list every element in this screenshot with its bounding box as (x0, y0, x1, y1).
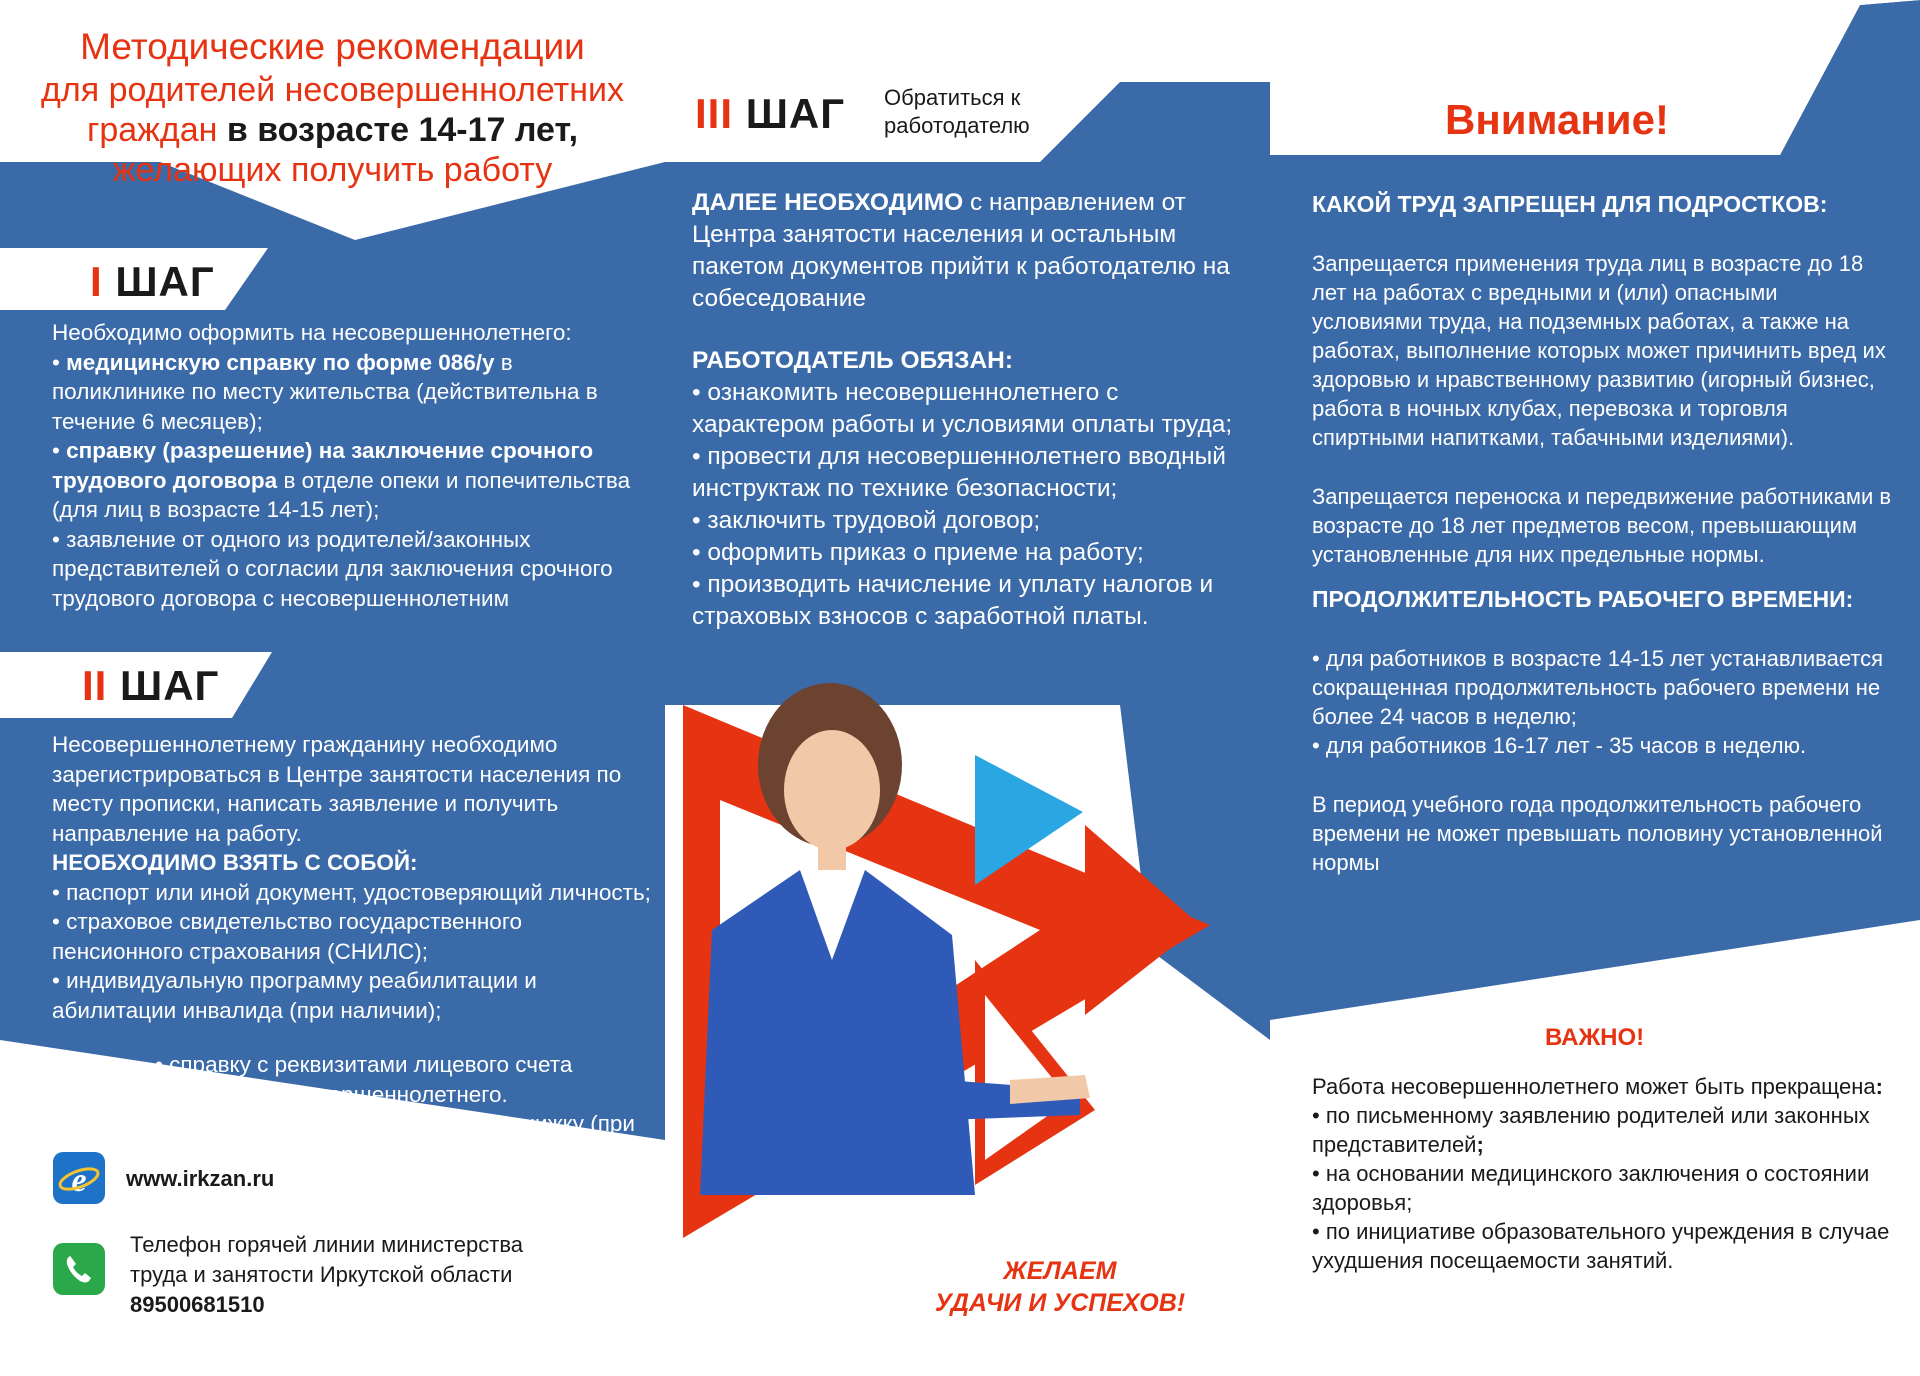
attention-content (1312, 190, 1892, 877)
step1-num: I (90, 258, 103, 305)
step1-bullet-3: • заявление от одного из родителей/законных представителей о согласии для заключения срочного трудового договора с несовершеннолетним (52, 526, 613, 611)
hours-p: В период учебного года продолжительность рабочего времени не может превышать половину установленной нормы (1312, 792, 1883, 875)
hours-1: • для работников в возрасте 14-15 лет устанавливается сокращенная продолжительность рабочего времени не более 24 часов в неделю; (1312, 646, 1884, 729)
step1-bullet-2: • справку (разрешение) на заключение срочного трудового договора в отделе опеки и попечительства (для лиц в возрасте 14-15 лет); (52, 438, 631, 522)
step3-subtitle-1: Обратиться к (884, 85, 1021, 110)
important-content (1312, 1072, 1892, 1275)
wish-line-1: ЖЕЛАЕМ (1003, 1257, 1117, 1285)
forbidden-p2: Запрещается переноска и передвижение работниками в возрасте до 18 лет предметов весом, превышающим установленные для них предельные нормы. (1312, 484, 1892, 567)
step2-word: ШАГ (120, 662, 220, 709)
step1-b1-bold: медицинскую справку по форме 086/у (66, 349, 495, 375)
important-intro-a: Работа несовершеннолетнего может быть прекращена (1312, 1074, 1876, 1099)
important-intro-b: : (1875, 1074, 1883, 1099)
step2-item-2: • страховое свидетельство государственного пенсионного страхования (СНИЛС); (52, 909, 523, 964)
step2-item-4a: • справку с реквизитами лицевого счета (155, 1052, 573, 1077)
step1-bullet-1: • медицинскую справку по форме 086/у в поликлинике по месту жительства (действительна в течение 6 месяцев); (52, 349, 598, 434)
title-line-3a: граждан (86, 111, 227, 149)
step3-p1 (692, 187, 1252, 315)
step2-heading (82, 662, 219, 710)
hotline-line-2: труда и занятости Иркутской области (130, 1262, 513, 1287)
step1-content (52, 318, 652, 613)
hours-heading: ПРОДОЛЖИТЕЛЬНОСТЬ РАБОЧЕГО ВРЕМЕНИ: (1312, 586, 1854, 612)
step3-content (692, 187, 1252, 633)
employer-heading: РАБОТОДАТЕЛЬ ОБЯЗАН: (692, 347, 1014, 374)
hotline-line-1: Телефон горячей линии министерства (130, 1232, 524, 1257)
step2-num: II (82, 662, 108, 709)
attention-heading (1445, 96, 1920, 144)
step1-b2-bold: справку (разрешение) на заключение срочного трудового договора (52, 438, 594, 493)
step1-heading (90, 258, 215, 306)
step3-p1-rest: с направлением от Центра занятости населения и остальным пакетом документов прийти к работодателю на собеседование (692, 189, 1230, 312)
important-reason-2: • на основании медицинского заключения о состоянии здоровья; (1312, 1161, 1870, 1215)
step3-heading (695, 90, 845, 138)
important-r1a: • по письменному заявлению родителей или законных представителей (1312, 1103, 1870, 1157)
title-comma: , (568, 111, 579, 149)
browser-icon (53, 1152, 105, 1204)
employer-duty-1: • ознакомить несовершеннолетнего с характером работы и условиями оплаты труда; (692, 379, 1233, 438)
employer-duty-3: • заключить трудовой договор; (692, 507, 1041, 534)
wish-text (800, 1255, 1320, 1319)
step3-num: III (695, 90, 734, 137)
step2-content-tail (100, 1050, 635, 1168)
step1-b1-rest: в поликлинике по месту жительства (действительна в течение 6 месяцев); (52, 349, 598, 434)
hotline-info (130, 1230, 523, 1320)
step2-take-heading: НЕОБХОДИМО ВЗЯТЬ С СОБОЙ: (52, 850, 418, 875)
step2-item-1: • паспорт или иной документ, удостоверяющий личность; (52, 879, 651, 905)
hotline-number[interactable]: 89500681510 (130, 1292, 265, 1317)
step2-item-4b: несовершеннолетнего. (268, 1081, 508, 1107)
step1-intro: Необходимо оформить на несовершеннолетнего: (52, 320, 572, 345)
title-line-3 (20, 110, 645, 150)
forbidden-p1: Запрещается применения труда лиц в возрасте до 18 лет на работах с вредными и (или) опасными условиями труда, на подземных работах, а также на работах, выполнение которых может причинить вред их здоровью и нравственному развитию (игорный бизнес, работа в ночных клубах, перевозка и торговля спиртными напитками, табачными изделиями). (1312, 251, 1886, 450)
forbidden-heading: КАКОЙ ТРУД ЗАПРЕЩЕН ДЛЯ ПОДРОСТКОВ: (1312, 191, 1828, 217)
svg-text:e: e (71, 1162, 87, 1199)
important-intro (1312, 1072, 1892, 1101)
title-line-1: Методические рекомендации (80, 26, 585, 67)
important-reason-1 (1312, 1101, 1892, 1159)
title-line-2: для родителей несовершеннолетних (41, 71, 624, 109)
important-r1b: ; (1476, 1132, 1484, 1157)
important-title: ВАЖНО! (1545, 1024, 1645, 1051)
phone-icon (53, 1243, 105, 1295)
step2-content (52, 730, 652, 1025)
step2-item-3: • индивидуальную программу реабилитации и абилитации инвалида (при наличии); (52, 968, 537, 1023)
step3-word: ШАГ (745, 90, 846, 137)
step1-word: ШАГ (115, 258, 215, 305)
step3-subtitle (884, 84, 1030, 140)
attention-title: Внимание! (1445, 96, 1669, 143)
title-age: в возрасте 14-17 лет (226, 111, 569, 149)
wish-line-2: УДАЧИ И УСПЕХОВ! (934, 1289, 1186, 1317)
page-title (20, 24, 645, 190)
employer-duty-5: • производить начисление и уплату налогов и страховых взносов с заработной платы. (692, 571, 1214, 630)
title-line-4: желающих получить работу (112, 151, 553, 189)
step2-item-5b: наличии) (540, 1140, 635, 1166)
step3-subtitle-2: работодателю (884, 113, 1030, 138)
step3-p1-bold: ДАЛЕЕ НЕОБХОДИМО (692, 189, 964, 216)
step1-b2-rest: в отделе опеки и попечительства (для лиц в возрасте 14-15 лет); (52, 467, 631, 522)
employer-duty-2: • провести для несовершеннолетнего вводный инструктаж по технике безопасности; (692, 443, 1226, 502)
hours-2: • для работников 16-17 лет - 35 часов в неделю. (1312, 733, 1807, 758)
important-reason-3: • по инициативе образовательного учреждения в случае ухудшения посещаемости занятий. (1312, 1219, 1890, 1273)
employer-duty-4: • оформить приказ о приеме на работу; (692, 539, 1144, 566)
website-link[interactable]: www.irkzan.ru (126, 1166, 275, 1191)
step2-item-5a: • трудовую книжку (при (394, 1111, 635, 1136)
step2-intro: Несовершеннолетнему гражданину необходимо зарегистрироваться в Центре занятости населения по месту прописки, написать заявление и получить направление на работу. (52, 732, 622, 846)
